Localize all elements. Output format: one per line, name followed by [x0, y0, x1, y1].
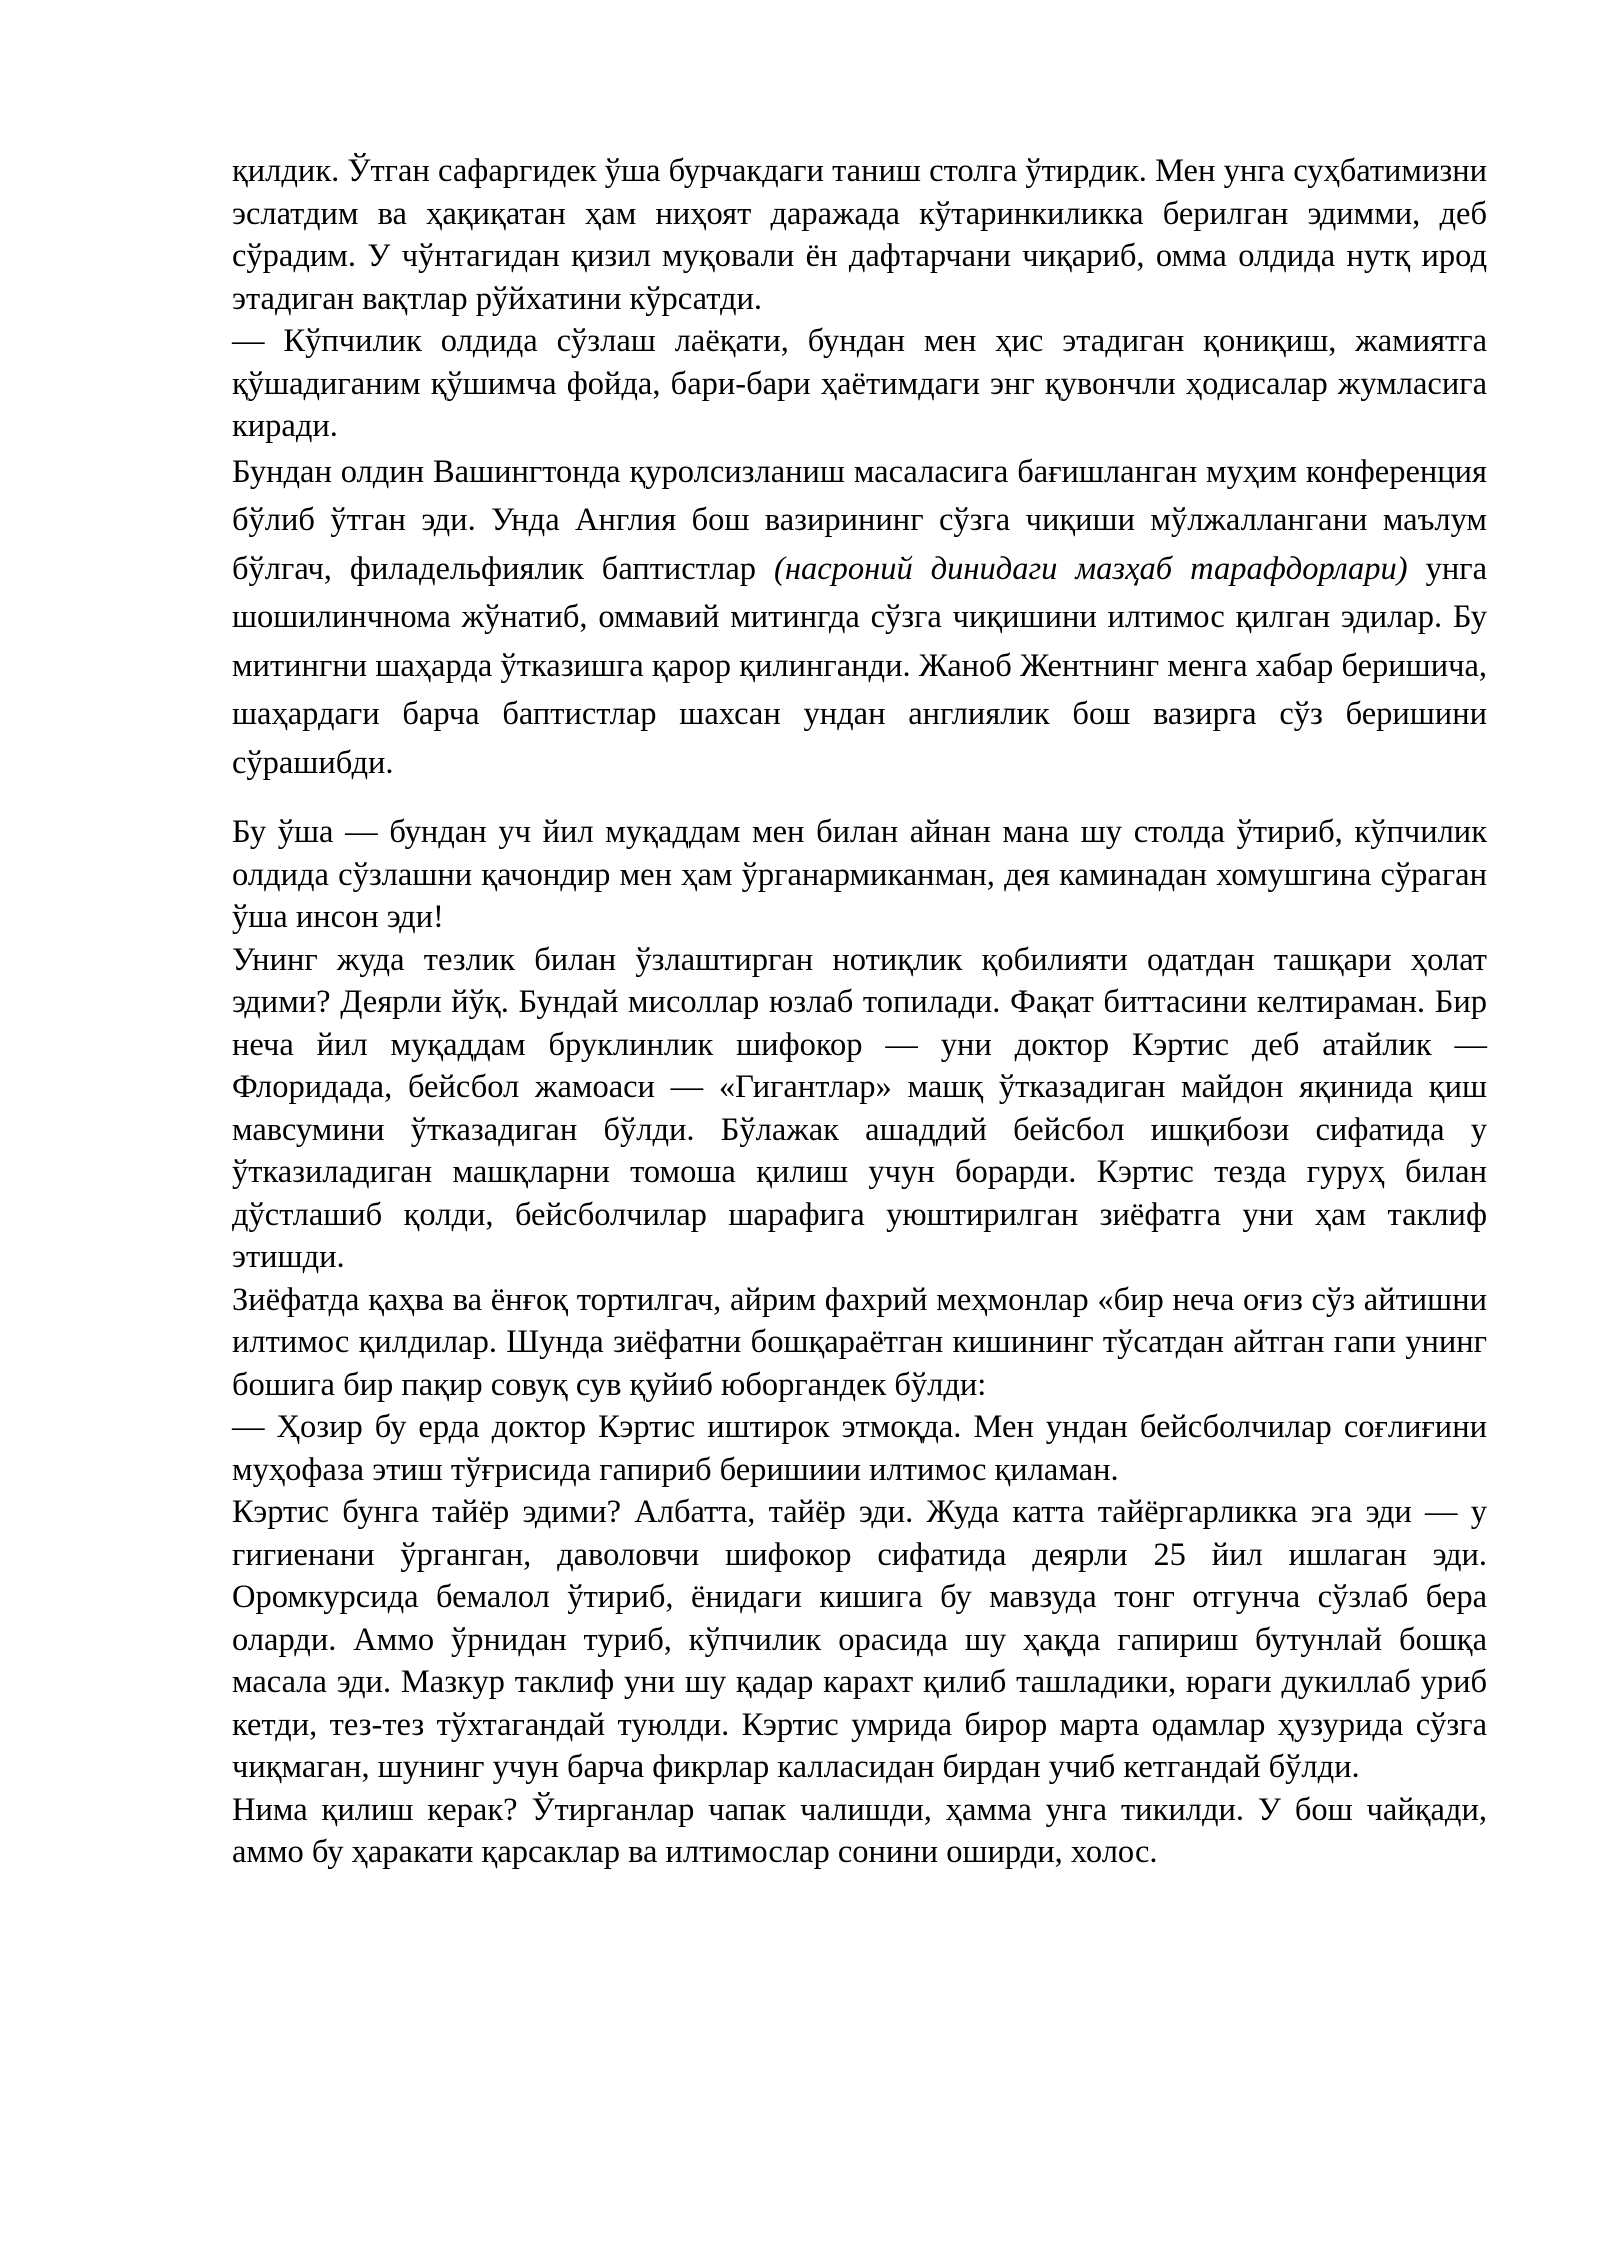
- paragraph: Зиёфатда қаҳва ва ёнғоқ тортилгач, айрим фахрий меҳмонлар «бир неча оғиз сўз айтишни илтимос қилдилар. Шунда зиёфатни бошқараётган кишининг тўсатдан айтган гапи унинг бошига бир пақир совуқ сув қуйиб юборгандек бўлди:: [232, 1281, 1487, 1403]
- paragraph: қилдик. Ўтган сафаргидек ўша бурчакдаги таниш столга ўтирдик. Мен унга суҳбатимизни эслатдим ва ҳақиқатан ҳам ниҳоят даражада кўтаринкиликка берилган эдимми, деб сўрадим. У чўнтагидан қизил муқовали ён дафтарчани чиқариб, омма олдида нутқ ирод этадиган вақтлар рўйхатини кўрсатди.: [232, 153, 1487, 317]
- paragraph: Кэртис бунга тайёр эдими? Албатта, тайёр эди. Жуда катта тайёргарликка эга эди — у гигиенани ўрганган, даволовчи шифокор сифатида деярли 25 йил ишлаган эди. Оромкурсида бемалол ўтириб, ёнидаги кишига бу мавзуда тонг отгунча сўзлаб бера оларди. Аммо ўрнидан туриб, кўпчилик орасида шу ҳақда гапириш бутунлай бошқа масала эди. Мазкур таклиф уни шу қадар карахт қилиб ташладики, юраги дукиллаб уриб кетди, тез-тез тўхтагандай туюлди. Кэртис умрида бирор марта одамлар ҳузурида сўзга чиқмаган, шунинг учун барча фикрлар калласидан бирдан учиб кетгандай бўлди.: [232, 1494, 1487, 1785]
- paragraph-gap: [232, 787, 1487, 811]
- paragraph: — Кўпчилик олдида сўзлаш лаёқати, бундан мен ҳис этадиган қониқиш, жамиятга қўшадиганим қўшимча фойда, бари-бари ҳаётимдаги энг қувончли ҳодисалар жумласига киради.: [232, 323, 1487, 444]
- document-page: [232, 150, 1487, 1874]
- paragraph-text: Бундан олдин Вашингтонда қуролсизланиш масаласига бағишланган муҳим конференция бўлиб ўтган эди. Унда Англия бош вазирининг сўзга чиқиши мўлжаллангани маълум бўлгач, филадельфиялик баптистлар: [232, 453, 1487, 587]
- paragraph: Нима қилиш керак? Ўтирганлар чапак чалишди, ҳамма унга тикилди. У бош чайқади, аммо бу ҳаракати қарсаклар ва илтимослар сонини оширди, холос.: [232, 1791, 1487, 1870]
- paragraph-text: унга шошилинчнома жўнатиб, оммавий митингда сўзга чиқишини илтимос қилган эдилар. Бу митингни шаҳарда ўтказишга қарор қилинганди. Жаноб Жентнинг менга хабар беришича, шаҳардаги барча баптистлар шахсан ундан англиялик бош вазирга сўз беришини сўрашибди.: [232, 550, 1488, 781]
- paragraph: Унинг жуда тезлик билан ўзлаштирган нотиқлик қобилияти одатдан ташқари ҳолат эдими? Деярли йўқ. Бундай мисоллар юзлаб топилади. Фақат биттасини келтираман. Бир неча йил муқаддам бруклинлик шифокор — уни доктор Кэртис деб атайлик — Флоридада, бейсбол жамоаси — «Гигантлар» машқ ўтказадиган майдон яқинида қиш мавсумини ўтказадиган бўлди. Бўлажак ашаддий бейсбол ишқибози сифатида у ўтказиладиган машқларни томоша қилиш учун борарди. Кэртис тезда гуруҳ билан дўстлашиб қолди, бейсболчилар шарафига уюштирилган зиёфатга уни ҳам таклиф этишди.: [232, 941, 1487, 1275]
- paragraph: Бу ўша — бундан уч йил муқаддам мен билан айнан мана шу столда ўтириб, кўпчилик олдида сўзлашни қачондир мен ҳам ўрганармиканман, дея каминадан хомушгина сўраган ўша инсон эди!: [232, 814, 1487, 935]
- paragraph: [232, 448, 1487, 788]
- italic-note: (насроний динидаги мазҳаб тарафдорлари): [774, 550, 1408, 587]
- paragraph: — Ҳозир бу ерда доктор Кэртис иштирок этмоқда. Мен ундан бейсболчилар соғлиғини муҳофаза этиш тўғрисида гапириб беришиии илтимос қиламан.: [232, 1409, 1487, 1488]
